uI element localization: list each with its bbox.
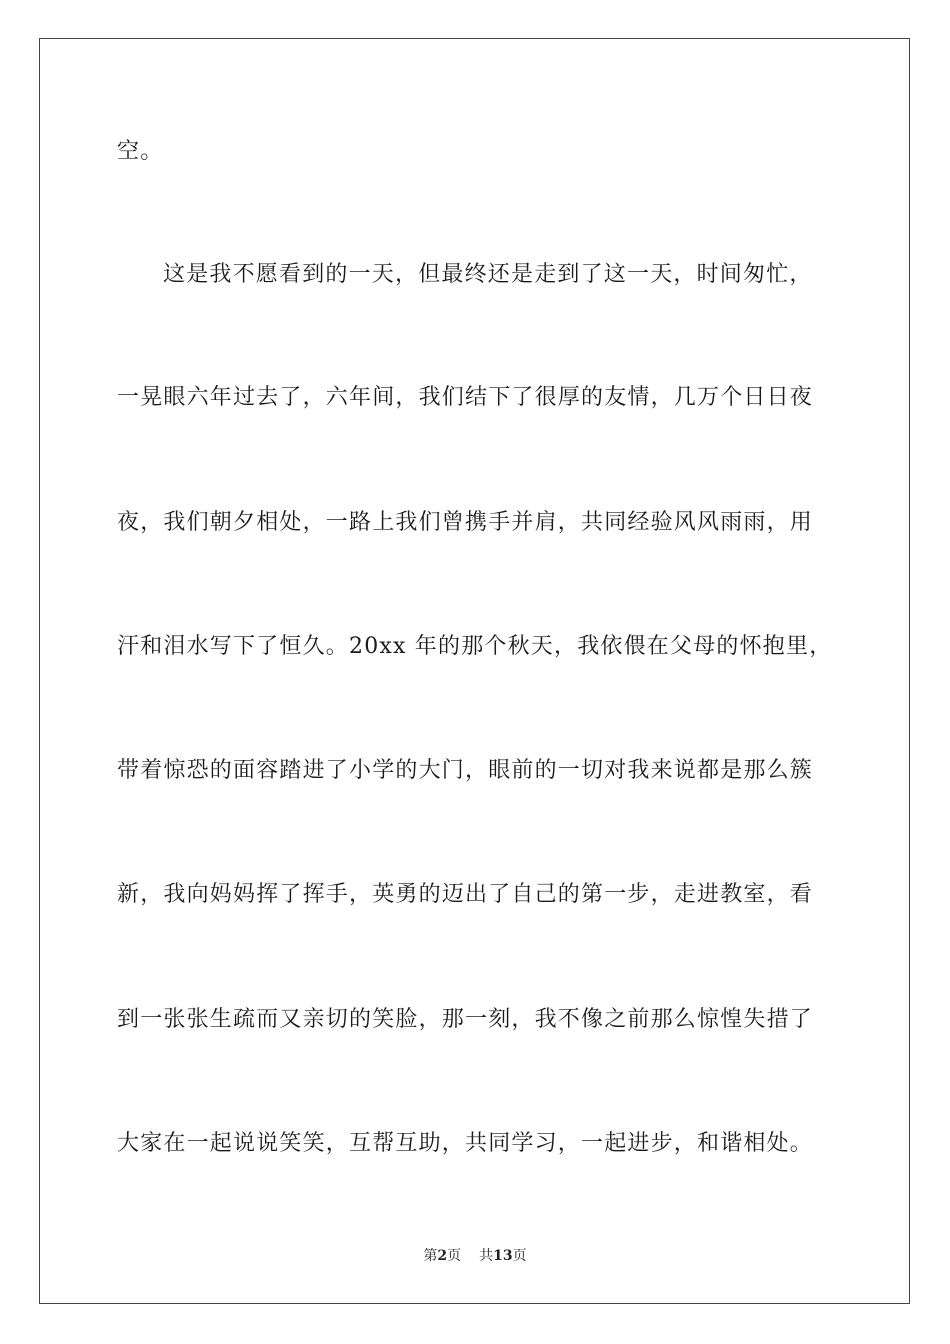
page-footer: [0, 1247, 950, 1265]
page-number-suffix: 页: [447, 1248, 462, 1264]
page-number-prefix: 第: [423, 1248, 438, 1264]
text-line-1: 空。: [117, 139, 164, 164]
page-number: 2: [437, 1248, 448, 1264]
total-pages-prefix: 共: [479, 1248, 494, 1264]
total-pages: 13: [493, 1248, 513, 1264]
text-line-9: 大家在一起说说笑笑，互帮互助，共同学习，一起进步，和谐相处。: [117, 1131, 814, 1156]
text-line-8: 到一张张生疏而又亲切的笑脸，那一刻，我不像之前那么惊惶失措了: [117, 1007, 814, 1032]
text-line-7: 新，我向妈妈挥了挥手，英勇的迈出了自己的第一步，走进教室，看: [117, 882, 814, 907]
text-line-3: 一晃眼六年过去了，六年间，我们结下了很厚的友情，几万个日日夜: [117, 385, 814, 410]
text-line-2: 这是我不愿看到的一天，但最终还是走到了这一天，时间匆忙，: [163, 262, 813, 287]
page-border: [39, 38, 910, 1304]
total-pages-suffix: 页: [512, 1248, 527, 1264]
text-line-4: 夜，我们朝夕相处，一路上我们曾携手并肩，共同经验风风雨雨，用: [117, 510, 814, 535]
text-line-6: 带着惊恐的面容踏进了小学的大门，眼前的一切对我来说都是那么簇: [117, 758, 814, 783]
text-line-5: 汗和泪水写下了恒久。20xx 年的那个秋天，我依偎在父母的怀抱里，: [117, 634, 833, 659]
